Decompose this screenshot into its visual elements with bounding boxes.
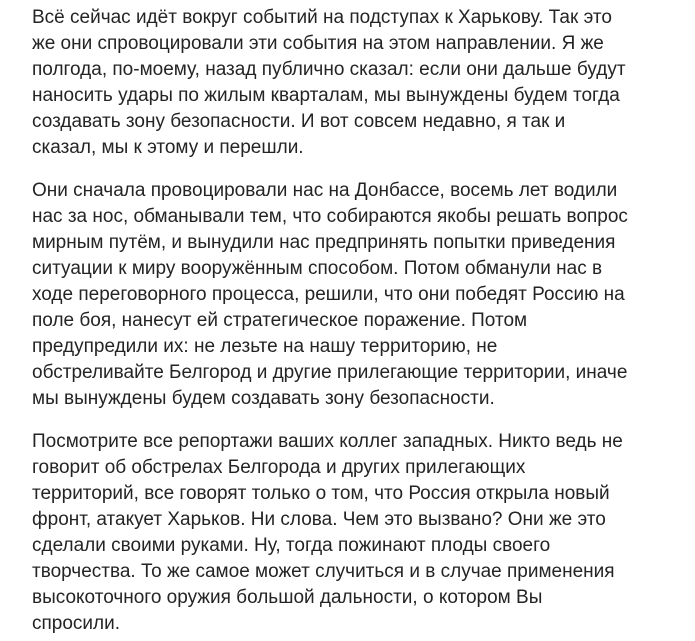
text-line: ситуации к миру вооружённым способом. Потом обманули нас в	[32, 258, 603, 279]
text-line: ходе переговорного процесса, решили, что они победят Россию на	[32, 284, 625, 305]
text-line: обстреливайте Белгород и другие прилегающие территории, иначе	[32, 362, 628, 383]
text-line: сказал, мы к этому и перешли.	[32, 137, 304, 158]
paragraph-1	[32, 5, 675, 161]
text-line: Всё сейчас идёт вокруг событий на подступах к Харькову. Так это	[32, 7, 612, 28]
text-line: высокоточного оружия большой дальности, о котором Вы	[32, 587, 543, 608]
text-line: нас за нос, обманывали тем, что собираются якобы решать вопрос	[32, 206, 628, 227]
text-line: предупредили их: не лезьте на нашу территорию, не	[32, 336, 498, 357]
text-line: творчества. То же самое может случиться и в случае применения	[32, 561, 615, 582]
text-line: поле боя, нанесут ей стратегическое поражение. Потом	[32, 310, 528, 331]
text-line: создавать зону безопасности. И вот совсем недавно, я так и	[32, 111, 566, 132]
text-line: Они сначала провоцировали нас на Донбассе, восемь лет водили	[32, 180, 618, 201]
text-line: же они спровоцировали эти события на этом направлении. Я же	[32, 33, 604, 54]
text-line: фронт, атакует Харьков. Ни слова. Чем это вызвано? Они же это	[32, 509, 606, 530]
text-line: территорий, все говорят только о том, что Россия открыла новый	[32, 483, 610, 504]
paragraph-2	[32, 178, 675, 412]
text-line: полгода, по-моему, назад публично сказал: если они дальше будут	[32, 59, 626, 80]
text-line: наносить удары по жилым кварталам, мы вынуждены будем тогда	[32, 85, 620, 106]
text-line: сделали своими руками. Ну, тогда пожинают плоды своего	[32, 535, 551, 556]
text-line: говорит об обстрелах Белгорода и других прилегающих	[32, 457, 526, 478]
text-line: мы вынуждены будем создавать зону безопасности.	[32, 388, 495, 409]
paragraph-3	[32, 429, 675, 637]
text-line: Посмотрите все репортажи ваших коллег западных. Никто ведь не	[32, 431, 623, 452]
text-line: мирным путём, и вынудили нас предпринять попытки приведения	[32, 232, 616, 253]
text-line: спросили.	[32, 613, 121, 634]
